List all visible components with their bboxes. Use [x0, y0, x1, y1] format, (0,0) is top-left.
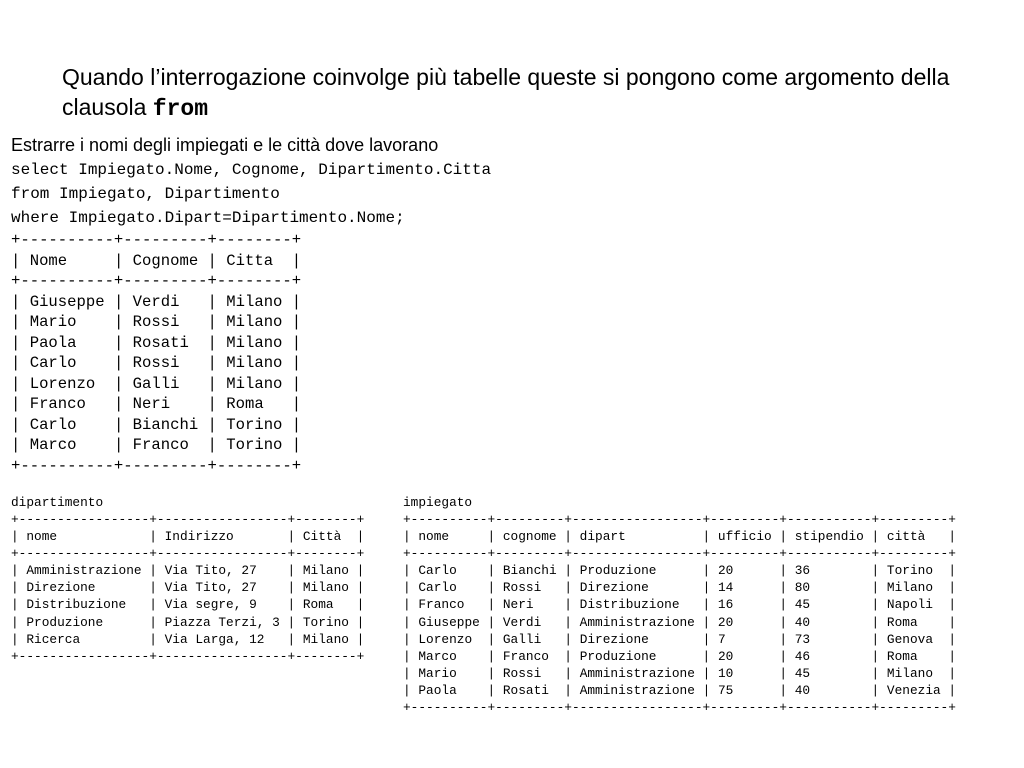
table-cell: Direzione — [579, 631, 649, 647]
column-header: cognome — [502, 529, 557, 545]
column-header: nome — [418, 529, 450, 545]
table-cell: 7 — [717, 631, 726, 647]
table-cell: Mario — [418, 665, 457, 681]
table-cell: 20 — [717, 563, 734, 579]
column-header: Nome — [29, 251, 68, 270]
table-cell: Marco — [418, 648, 457, 664]
table-cell: Produzione — [579, 648, 657, 664]
table-cell: Galli — [132, 374, 180, 393]
table-cell: Via Tito, 27 — [164, 563, 257, 579]
impiegato-table: +----------+---------+-----------------+---------+-----------+---------+ | nome | cognome | dipart | ufficio | stipendio | città | +----------+---------+-----------------+---------+-----------+---------+ | Carlo | Bianchi | Produzione | 20 | 36 | Torino | | Carlo | Rossi | Direzione | 14 | 80 | Milano | | Franco | Neri | Distribuzione | 16 | 45 | Napoli | | Giuseppe | Verdi | Amministrazione | 20 | 40 | Roma | | Lorenzo | Galli | Direzione | 7 | 73 | Genova | | Marco | Franco | Produzione | 20 | 46 | Roma | | Mario | Rossi | Amministrazione | 10 | 45 | Milano | | Paola | Rosati | Amministrazione | 75 | 40 | Venezia | +----------+---------+-----------------+---------+-----------+---------+ — [403, 512, 957, 716]
table-cell: Amministrazione — [26, 563, 142, 579]
table-cell: Lorenzo — [418, 631, 473, 647]
column-header: Cognome — [132, 251, 199, 270]
table-cell: Carlo — [29, 354, 77, 372]
table-cell: Genova — [886, 631, 933, 647]
table-cell: Bianchi — [502, 563, 557, 579]
table-cell: 40 — [794, 614, 811, 630]
table-cell: Franco — [502, 648, 549, 664]
column-header: Indirizzo — [164, 529, 234, 545]
table-cell: 36 — [794, 563, 811, 579]
table-cell: 14 — [717, 580, 734, 596]
table-cell: Bianchi — [132, 415, 199, 434]
table-cell: Napoli — [886, 597, 933, 613]
table-cell: Torino — [886, 563, 933, 579]
column-header: città — [886, 529, 926, 545]
heading-keyword: from — [152, 96, 208, 122]
slide-heading — [62, 62, 1002, 124]
table-cell: Milano — [226, 374, 283, 393]
table-cell: Direzione — [26, 580, 96, 596]
heading-text: Quando l’interrogazione coinvolge più tabelle queste si pongono come argomento della clausola — [62, 64, 950, 120]
table-cell: Giuseppe — [29, 292, 105, 311]
table-cell: Milano — [226, 333, 283, 352]
table-cell: Distribuzione — [579, 597, 680, 613]
table-cell: Rossi — [132, 354, 180, 372]
column-header: ufficio — [717, 529, 772, 545]
table-cell: Neri — [502, 597, 534, 613]
table-cell: Milano — [226, 292, 283, 311]
dipartimento-label: dipartimento — [11, 495, 104, 510]
table-cell: Rosati — [502, 682, 549, 698]
table-cell: Roma — [302, 597, 334, 613]
table-cell: Via Tito, 27 — [164, 580, 257, 596]
table-cell: Produzione — [26, 614, 104, 630]
table-cell: Neri — [132, 395, 171, 413]
table-cell: Milano — [302, 563, 349, 579]
table-cell: Carlo — [418, 563, 457, 579]
table-cell: 20 — [717, 614, 734, 630]
table-cell: 45 — [794, 597, 811, 613]
table-cell: Milano — [226, 354, 283, 372]
table-cell: Milano — [886, 665, 933, 681]
table-cell: Franco — [418, 597, 465, 613]
dipartimento-table: +-----------------+-----------------+--------+ | nome | Indirizzo | Città | +-----------------+-----------------+--------+ | Amministrazione | Via Tito, 27 | Milano | | Direzione | Via Tito, 27 | Milano | | Distribuzione | Via segre, 9 | Roma | | Produzione | Piazza Terzi, 3 | Torino | | Ricerca | Via Larga, 12 | Milano | +-----------------+-----------------+--------+ — [11, 512, 365, 664]
table-cell: Roma — [226, 395, 264, 413]
table-cell: Rossi — [502, 580, 542, 596]
column-header: Citta — [226, 251, 274, 270]
table-cell: Direzione — [579, 580, 649, 596]
table-cell: 73 — [794, 631, 811, 647]
table-cell: Galli — [502, 631, 542, 647]
table-cell: 46 — [794, 648, 811, 664]
table-cell: Piazza Terzi, 3 — [164, 614, 280, 630]
table-cell: Torino — [226, 436, 283, 454]
sql-query-line: select Impiegato.Nome, Cognome, Dipartimento.Citta — [11, 161, 492, 179]
table-cell: Amministrazione — [579, 682, 695, 698]
table-cell: Distribuzione — [26, 597, 127, 613]
table-cell: 10 — [717, 665, 734, 681]
table-cell: Torino — [302, 614, 349, 630]
table-cell: 40 — [794, 682, 811, 698]
column-header: stipendio — [794, 529, 864, 545]
table-cell: Carlo — [418, 580, 457, 596]
table-cell: Milano — [302, 580, 349, 596]
table-cell: 16 — [717, 597, 734, 613]
table-cell: Carlo — [29, 415, 77, 434]
table-cell: Franco — [29, 395, 86, 413]
table-cell: 45 — [794, 665, 811, 681]
table-cell: Amministrazione — [579, 665, 695, 681]
table-cell: 20 — [717, 648, 734, 664]
table-cell: Roma — [886, 648, 918, 664]
impiegato-label: impiegato — [403, 495, 473, 510]
result-table: +----------+---------+--------+ | Nome | Cognome | Citta | +----------+---------+--------+ | Giuseppe | Verdi | Milano | | Mario | Rossi | Milano | | Paola | Rosati | Milano | | Carlo | Rossi | Milano | | Lorenzo | Galli | Milano | | Franco | Neri | Roma | | Carlo | Bianchi | Torino | | Marco | Franco | Torino | +----------+---------+--------+ — [11, 231, 302, 475]
sql-query — [11, 158, 491, 230]
table-cell: Rosati — [132, 333, 189, 352]
table-cell: Milano — [226, 313, 283, 331]
table-cell: Mario — [29, 313, 77, 331]
table-cell: Produzione — [579, 563, 657, 579]
table-cell: Verdi — [502, 614, 542, 630]
table-cell: Paola — [418, 682, 457, 698]
table-cell: 80 — [794, 580, 811, 596]
sql-query-line: where Impiegato.Dipart=Dipartimento.Nome; — [11, 209, 405, 227]
table-cell: Torino — [226, 415, 283, 434]
table-cell: Franco — [132, 436, 189, 454]
table-cell: Rossi — [502, 665, 542, 681]
table-cell: Amministrazione — [579, 614, 695, 630]
table-cell: Milano — [302, 631, 349, 647]
column-header: nome — [26, 529, 58, 545]
table-cell: Ricerca — [26, 631, 81, 647]
table-cell: Milano — [886, 580, 933, 596]
column-header: Città — [302, 529, 342, 545]
table-cell: Rossi — [132, 313, 180, 331]
table-cell: Via Larga, 12 — [164, 631, 265, 647]
table-cell: 75 — [717, 682, 734, 698]
table-cell: Marco — [29, 436, 77, 454]
table-cell: Venezia — [886, 682, 941, 698]
table-cell: Verdi — [132, 292, 180, 311]
table-cell: Lorenzo — [29, 374, 96, 393]
table-cell: Paola — [29, 333, 77, 352]
table-cell: Via segre, 9 — [164, 597, 257, 613]
table-cell: Giuseppe — [418, 614, 480, 630]
table-cell: Roma — [886, 614, 918, 630]
sql-query-line: from Impiegato, Dipartimento — [11, 185, 280, 203]
slide-subtitle: Estrarre i nomi degli impiegati e le città dove lavorano — [11, 135, 439, 155]
column-header: dipart — [579, 529, 626, 545]
